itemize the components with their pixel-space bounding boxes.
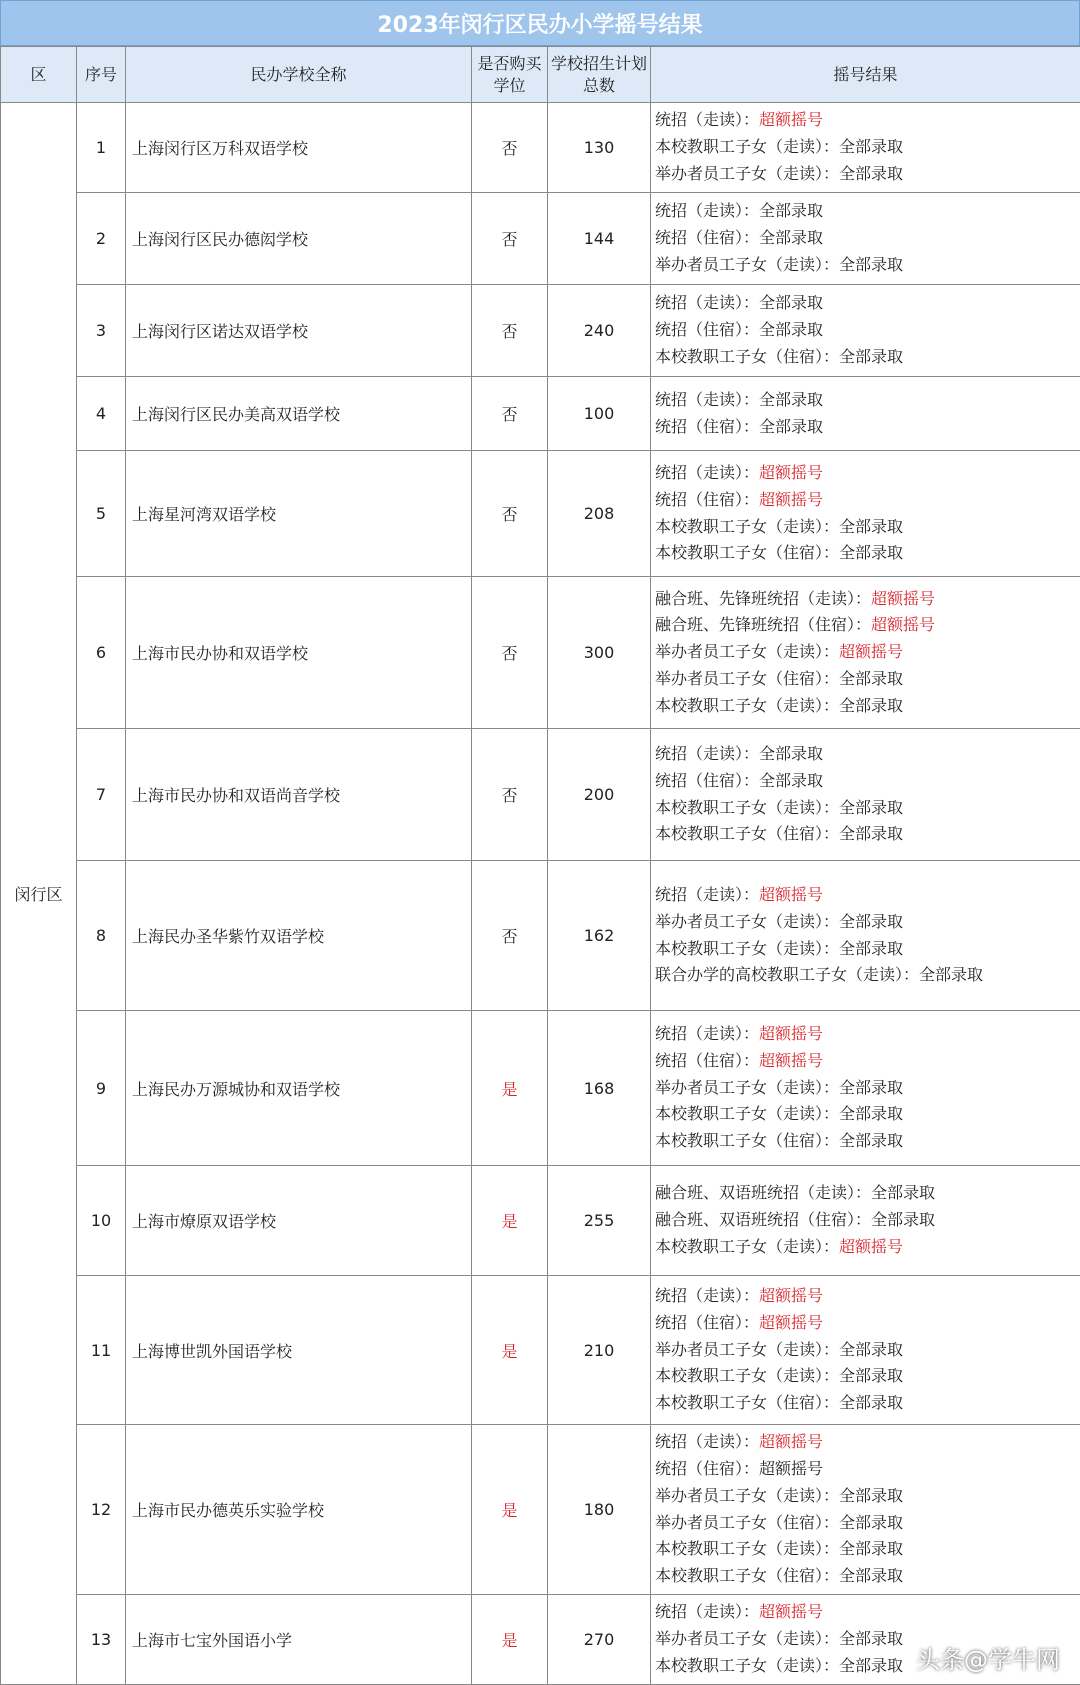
result-status: 全部录取 xyxy=(871,1210,935,1229)
header-school: 民办学校全称 xyxy=(126,47,472,103)
result-line xyxy=(655,693,1076,720)
seq-cell: 4 xyxy=(77,377,126,451)
table-row xyxy=(1,1166,1080,1276)
result-status: 全部录取 xyxy=(839,1131,903,1150)
result-status: 全部录取 xyxy=(759,417,823,436)
result-line xyxy=(655,821,1076,848)
result-status: 全部录取 xyxy=(839,1078,903,1097)
result-line xyxy=(655,252,1076,279)
result-cell xyxy=(651,1425,1080,1595)
seq-cell: 2 xyxy=(77,193,126,285)
table-row xyxy=(1,451,1080,577)
buy-degree-cell: 否 xyxy=(472,577,548,729)
result-line xyxy=(655,1234,1076,1261)
result-category: 统招（走读）： xyxy=(655,1024,759,1043)
plan-total-cell: 300 xyxy=(548,577,651,729)
result-category: 统招（走读）： xyxy=(655,1432,759,1451)
table-body xyxy=(1,103,1080,1685)
result-category: 统招（住宿）： xyxy=(655,1459,759,1478)
result-line xyxy=(655,741,1076,768)
seq-cell: 3 xyxy=(77,285,126,377)
plan-total-cell: 162 xyxy=(548,861,651,1011)
result-status-oversubscribed: 超额摇号 xyxy=(871,589,935,608)
seq-cell: 11 xyxy=(77,1276,126,1425)
buy-degree-cell: 否 xyxy=(472,103,548,193)
result-cell xyxy=(651,861,1080,1011)
result-status-oversubscribed: 超额摇号 xyxy=(759,1024,823,1043)
seq-cell: 10 xyxy=(77,1166,126,1276)
result-cell xyxy=(651,377,1080,451)
result-category: 统招（走读）： xyxy=(655,201,759,220)
result-line xyxy=(655,540,1076,567)
plan-total-cell: 144 xyxy=(548,193,651,285)
seq-cell: 6 xyxy=(77,577,126,729)
result-category: 举办者员工子女（走读）： xyxy=(655,1629,839,1648)
school-name-cell: 上海市七宝外国语小学 xyxy=(126,1595,472,1685)
result-category: 举办者员工子女（住宿）： xyxy=(655,669,839,688)
result-status-oversubscribed: 超额摇号 xyxy=(759,1602,823,1621)
result-status: 全部录取 xyxy=(839,137,903,156)
result-status: 全部录取 xyxy=(871,1183,935,1202)
result-line xyxy=(655,1456,1076,1483)
plan-total-cell: 200 xyxy=(548,729,651,861)
result-category: 举办者员工子女（走读）： xyxy=(655,1078,839,1097)
result-status: 全部录取 xyxy=(839,1393,903,1412)
buy-degree-cell: 是 xyxy=(472,1595,548,1685)
result-line xyxy=(655,487,1076,514)
result-line xyxy=(655,1180,1076,1207)
result-line xyxy=(655,414,1076,441)
result-status: 全部录取 xyxy=(839,347,903,366)
result-category: 融合班、先锋班统招（住宿）： xyxy=(655,615,871,634)
result-status: 全部录取 xyxy=(839,798,903,817)
buy-degree-cell: 否 xyxy=(472,285,548,377)
result-category: 联合办学的高校教职工子女（走读）： xyxy=(655,965,919,984)
header-district: 区 xyxy=(1,47,77,103)
plan-total-cell: 180 xyxy=(548,1425,651,1595)
result-category: 举办者员工子女（走读）： xyxy=(655,1340,839,1359)
buy-degree-cell: 否 xyxy=(472,451,548,577)
table-row xyxy=(1,377,1080,451)
result-category: 本校教职工子女（走读）： xyxy=(655,798,839,817)
result-status-oversubscribed: 超额摇号 xyxy=(759,110,823,129)
result-category: 统招（走读）： xyxy=(655,1286,759,1305)
result-category: 统招（走读）： xyxy=(655,463,759,482)
result-category: 本校教职工子女（住宿）： xyxy=(655,543,839,562)
result-status: 全部录取 xyxy=(759,320,823,339)
school-name-cell: 上海市民办协和双语尚音学校 xyxy=(126,729,472,861)
result-line xyxy=(655,387,1076,414)
result-status-oversubscribed: 超额摇号 xyxy=(759,1286,823,1305)
result-category: 本校教职工子女（走读）： xyxy=(655,137,839,156)
result-cell xyxy=(651,729,1080,861)
result-status-oversubscribed: 超额摇号 xyxy=(759,1313,823,1332)
result-status-oversubscribed: 超额摇号 xyxy=(839,1237,903,1256)
header-row xyxy=(1,47,1080,103)
result-status: 全部录取 xyxy=(839,912,903,931)
result-category: 统招（住宿）： xyxy=(655,1313,759,1332)
result-status: 全部录取 xyxy=(839,517,903,536)
result-category: 统招（住宿）： xyxy=(655,228,759,247)
table-title: 2023年闵行区民办小学摇号结果 xyxy=(0,0,1080,46)
school-name-cell: 上海市民办德英乐实验学校 xyxy=(126,1425,472,1595)
result-status: 全部录取 xyxy=(839,824,903,843)
result-category: 举办者员工子女（走读）： xyxy=(655,642,839,661)
result-status: 全部录取 xyxy=(759,228,823,247)
result-line xyxy=(655,1429,1076,1456)
result-category: 融合班、双语班统招（走读）： xyxy=(655,1183,871,1202)
result-line xyxy=(655,1599,1076,1626)
result-category: 统招（住宿）： xyxy=(655,771,759,790)
buy-degree-cell: 否 xyxy=(472,377,548,451)
result-cell xyxy=(651,451,1080,577)
seq-cell: 1 xyxy=(77,103,126,193)
seq-cell: 13 xyxy=(77,1595,126,1685)
table-row xyxy=(1,729,1080,861)
result-cell xyxy=(651,1276,1080,1425)
result-line xyxy=(655,936,1076,963)
result-status-oversubscribed: 超额摇号 xyxy=(759,1051,823,1070)
result-line xyxy=(655,612,1076,639)
result-status-oversubscribed: 超额摇号 xyxy=(759,463,823,482)
result-category: 融合班、双语班统招（住宿）： xyxy=(655,1210,871,1229)
table-row xyxy=(1,861,1080,1011)
result-status: 全部录取 xyxy=(839,1340,903,1359)
result-status: 全部录取 xyxy=(839,669,903,688)
result-category: 统招（走读）： xyxy=(655,1602,759,1621)
result-line xyxy=(655,768,1076,795)
buy-degree-cell: 是 xyxy=(472,1276,548,1425)
result-category: 本校教职工子女（住宿）： xyxy=(655,1566,839,1585)
result-category: 本校教职工子女（走读）： xyxy=(655,1539,839,1558)
result-line xyxy=(655,198,1076,225)
buy-degree-cell: 是 xyxy=(472,1425,548,1595)
result-status: 全部录取 xyxy=(839,1539,903,1558)
result-cell xyxy=(651,285,1080,377)
result-status: 全部录取 xyxy=(839,1486,903,1505)
result-line xyxy=(655,1390,1076,1417)
school-name-cell: 上海民办万源城协和双语学校 xyxy=(126,1011,472,1166)
result-line xyxy=(655,639,1076,666)
header-seq: 序号 xyxy=(77,47,126,103)
table-row xyxy=(1,103,1080,193)
result-line xyxy=(655,586,1076,613)
result-line xyxy=(655,1075,1076,1102)
result-status: 全部录取 xyxy=(839,1366,903,1385)
result-line xyxy=(655,1510,1076,1537)
seq-cell: 12 xyxy=(77,1425,126,1595)
result-category: 统招（住宿）： xyxy=(655,320,759,339)
header-buy: 是否购买学位 xyxy=(472,47,548,103)
result-category: 统招（住宿）： xyxy=(655,417,759,436)
result-category: 本校教职工子女（走读）： xyxy=(655,696,839,715)
result-status-oversubscribed: 超额摇号 xyxy=(839,642,903,661)
result-status: 全部录取 xyxy=(919,965,983,984)
school-name-cell: 上海闵行区民办美高双语学校 xyxy=(126,377,472,451)
result-category: 本校教职工子女（走读）： xyxy=(655,1237,839,1256)
header-result: 摇号结果 xyxy=(651,47,1080,103)
result-status-oversubscribed: 超额摇号 xyxy=(759,490,823,509)
result-status: 全部录取 xyxy=(839,255,903,274)
result-category: 举办者员工子女（走读）： xyxy=(655,912,839,931)
result-status: 全部录取 xyxy=(759,771,823,790)
plan-total-cell: 208 xyxy=(548,451,651,577)
buy-degree-cell: 否 xyxy=(472,861,548,1011)
result-category: 融合班、先锋班统招（走读）： xyxy=(655,589,871,608)
buy-degree-cell: 否 xyxy=(472,729,548,861)
table-row xyxy=(1,1276,1080,1425)
result-category: 本校教职工子女（走读）： xyxy=(655,1656,839,1675)
result-status: 全部录取 xyxy=(759,293,823,312)
result-category: 本校教职工子女（走读）： xyxy=(655,1104,839,1123)
result-line xyxy=(655,962,1076,989)
result-category: 本校教职工子女（走读）： xyxy=(655,1366,839,1385)
result-line xyxy=(655,107,1076,134)
result-status-oversubscribed: 超额摇号 xyxy=(759,1432,823,1451)
buy-degree-cell: 是 xyxy=(472,1011,548,1166)
result-line xyxy=(655,134,1076,161)
result-status: 全部录取 xyxy=(839,164,903,183)
plan-total-cell: 270 xyxy=(548,1595,651,1685)
plan-total-cell: 255 xyxy=(548,1166,651,1276)
result-category: 举办者员工子女（住宿）： xyxy=(655,1513,839,1532)
seq-cell: 8 xyxy=(77,861,126,1011)
result-status: 全部录取 xyxy=(759,744,823,763)
result-status: 全部录取 xyxy=(839,1629,903,1648)
school-name-cell: 上海闵行区万科双语学校 xyxy=(126,103,472,193)
result-status: 全部录取 xyxy=(839,543,903,562)
lottery-results-table xyxy=(0,46,1080,1685)
result-status-oversubscribed: 超额摇号 xyxy=(871,615,935,634)
result-line xyxy=(655,1310,1076,1337)
table-row xyxy=(1,577,1080,729)
result-status: 全部录取 xyxy=(839,939,903,958)
result-status: 全部录取 xyxy=(839,1566,903,1585)
result-category: 本校教职工子女（住宿）： xyxy=(655,1393,839,1412)
result-category: 本校教职工子女（走读）： xyxy=(655,939,839,958)
result-line xyxy=(655,1536,1076,1563)
result-category: 统招（走读）： xyxy=(655,885,759,904)
seq-cell: 9 xyxy=(77,1011,126,1166)
table-row xyxy=(1,285,1080,377)
result-cell xyxy=(651,1011,1080,1166)
result-status-oversubscribed: 超额摇号 xyxy=(759,885,823,904)
school-name-cell: 上海市民办协和双语学校 xyxy=(126,577,472,729)
result-line xyxy=(655,1337,1076,1364)
result-line xyxy=(655,666,1076,693)
result-category: 本校教职工子女（住宿）： xyxy=(655,347,839,366)
result-line xyxy=(655,290,1076,317)
result-line xyxy=(655,514,1076,541)
result-line xyxy=(655,317,1076,344)
result-category: 举办者员工子女（走读）： xyxy=(655,1486,839,1505)
result-line xyxy=(655,795,1076,822)
result-category: 统招（走读）： xyxy=(655,293,759,312)
header-plan: 学校招生计划总数 xyxy=(548,47,651,103)
district-cell: 闵行区 xyxy=(1,103,77,1685)
plan-total-cell: 130 xyxy=(548,103,651,193)
result-line xyxy=(655,882,1076,909)
result-line xyxy=(655,161,1076,188)
school-name-cell: 上海闵行区诺达双语学校 xyxy=(126,285,472,377)
result-line xyxy=(655,1363,1076,1390)
result-category: 统招（走读）： xyxy=(655,110,759,129)
result-line xyxy=(655,1048,1076,1075)
result-category: 本校教职工子女（住宿）： xyxy=(655,1131,839,1150)
result-category: 本校教职工子女（走读）： xyxy=(655,517,839,536)
plan-total-cell: 210 xyxy=(548,1276,651,1425)
result-category: 统招（住宿）： xyxy=(655,490,759,509)
result-line xyxy=(655,225,1076,252)
result-line xyxy=(655,1483,1076,1510)
result-status: 全部录取 xyxy=(839,696,903,715)
result-category: 统招（走读）： xyxy=(655,744,759,763)
result-cell xyxy=(651,193,1080,285)
school-name-cell: 上海闵行区民办德闳学校 xyxy=(126,193,472,285)
result-status: 超额摇号 xyxy=(759,1459,823,1478)
buy-degree-cell: 是 xyxy=(472,1166,548,1276)
result-line xyxy=(655,1207,1076,1234)
result-category: 统招（住宿）： xyxy=(655,1051,759,1070)
table-row xyxy=(1,1425,1080,1595)
result-status: 全部录取 xyxy=(839,1104,903,1123)
plan-total-cell: 168 xyxy=(548,1011,651,1166)
result-line xyxy=(655,1128,1076,1155)
plan-total-cell: 240 xyxy=(548,285,651,377)
result-line xyxy=(655,344,1076,371)
result-category: 举办者员工子女（走读）： xyxy=(655,164,839,183)
seq-cell: 5 xyxy=(77,451,126,577)
result-category: 统招（走读）： xyxy=(655,390,759,409)
result-line xyxy=(655,909,1076,936)
result-category: 本校教职工子女（住宿）： xyxy=(655,824,839,843)
result-line xyxy=(655,1563,1076,1590)
result-line xyxy=(655,1101,1076,1128)
school-name-cell: 上海民办圣华紫竹双语学校 xyxy=(126,861,472,1011)
buy-degree-cell: 否 xyxy=(472,193,548,285)
school-name-cell: 上海博世凯外国语学校 xyxy=(126,1276,472,1425)
table-row xyxy=(1,1011,1080,1166)
result-cell xyxy=(651,103,1080,193)
result-line xyxy=(655,460,1076,487)
result-status: 全部录取 xyxy=(759,201,823,220)
result-status: 全部录取 xyxy=(839,1656,903,1675)
result-status: 全部录取 xyxy=(759,390,823,409)
result-line xyxy=(655,1021,1076,1048)
plan-total-cell: 100 xyxy=(548,377,651,451)
result-status: 全部录取 xyxy=(839,1513,903,1532)
result-cell xyxy=(651,577,1080,729)
result-cell xyxy=(651,1166,1080,1276)
school-name-cell: 上海星河湾双语学校 xyxy=(126,451,472,577)
watermark: 头条@学牛网 xyxy=(916,1640,1060,1675)
school-name-cell: 上海市燎原双语学校 xyxy=(126,1166,472,1276)
seq-cell: 7 xyxy=(77,729,126,861)
table-row xyxy=(1,193,1080,285)
result-line xyxy=(655,1283,1076,1310)
result-category: 举办者员工子女（走读）： xyxy=(655,255,839,274)
